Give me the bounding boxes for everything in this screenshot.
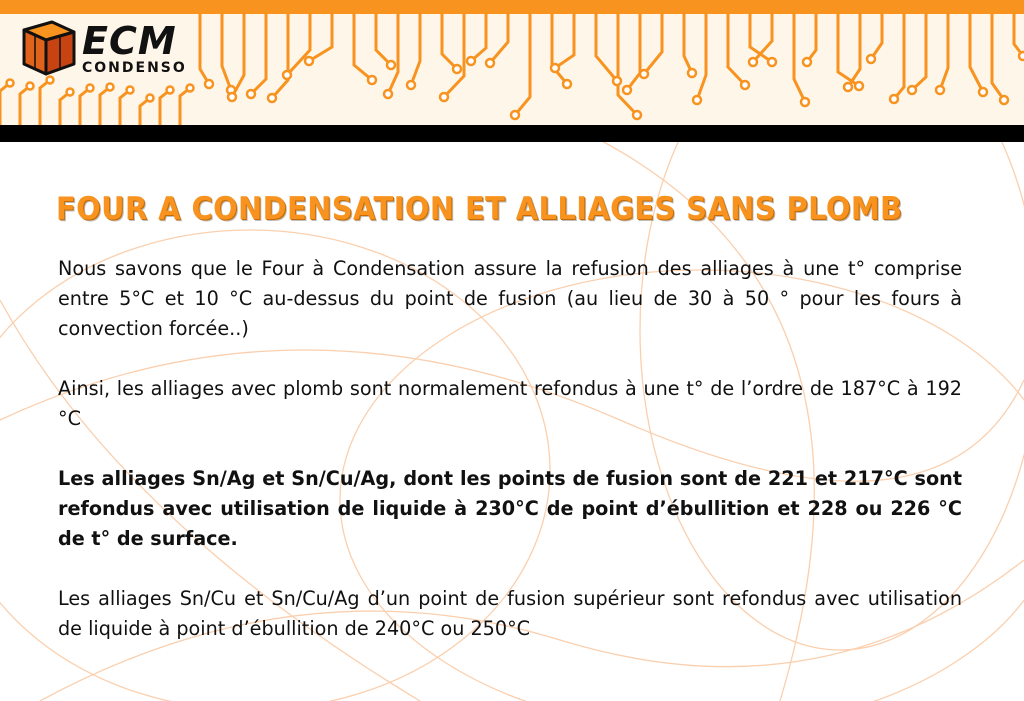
- cube-icon: [18, 18, 78, 78]
- logo-wordmark: ECM: [82, 19, 177, 63]
- paragraph-intro: Nous savons que le Four à Condensation assure la refusion des alliages à une t° comprise entre 5°C et 10 °C au-dessus du point de fusion (au lieu de 30 à 50 ° pour les fours à convection forcée..): [58, 257, 962, 340]
- paragraph-snag-alloys: Les alliages Sn/Ag et Sn/Cu/Ag, dont les points de fusion sont de 221 et 217°C sont refondus avec utilisation de liquide à 230°C de point d’ébullition et 228 ou 226 °C de t° de surface.: [58, 467, 962, 550]
- paragraph-sncu-alloys: Les alliages Sn/Cu et Sn/Cu/Ag d’un point de fusion supérieur sont refondus avec utilisation de liquide à point d’ébullition de 240°C ou 250°C: [58, 587, 962, 640]
- slide-body: [58, 254, 962, 674]
- header-black-bar: [0, 125, 1024, 142]
- paragraph-leaded-alloys: Ainsi, les alliages avec plomb sont normalement refondus à une t° de l’ordre de 187°C à 192 °C: [58, 377, 962, 430]
- logo-subtitle: CONDENSO: [82, 60, 187, 76]
- header-orange-band: [0, 0, 1024, 14]
- company-logo: [18, 18, 193, 80]
- header: [0, 0, 1024, 142]
- slide-title: FOUR A CONDENSATION ET ALLIAGES SANS PLOMB: [56, 191, 903, 227]
